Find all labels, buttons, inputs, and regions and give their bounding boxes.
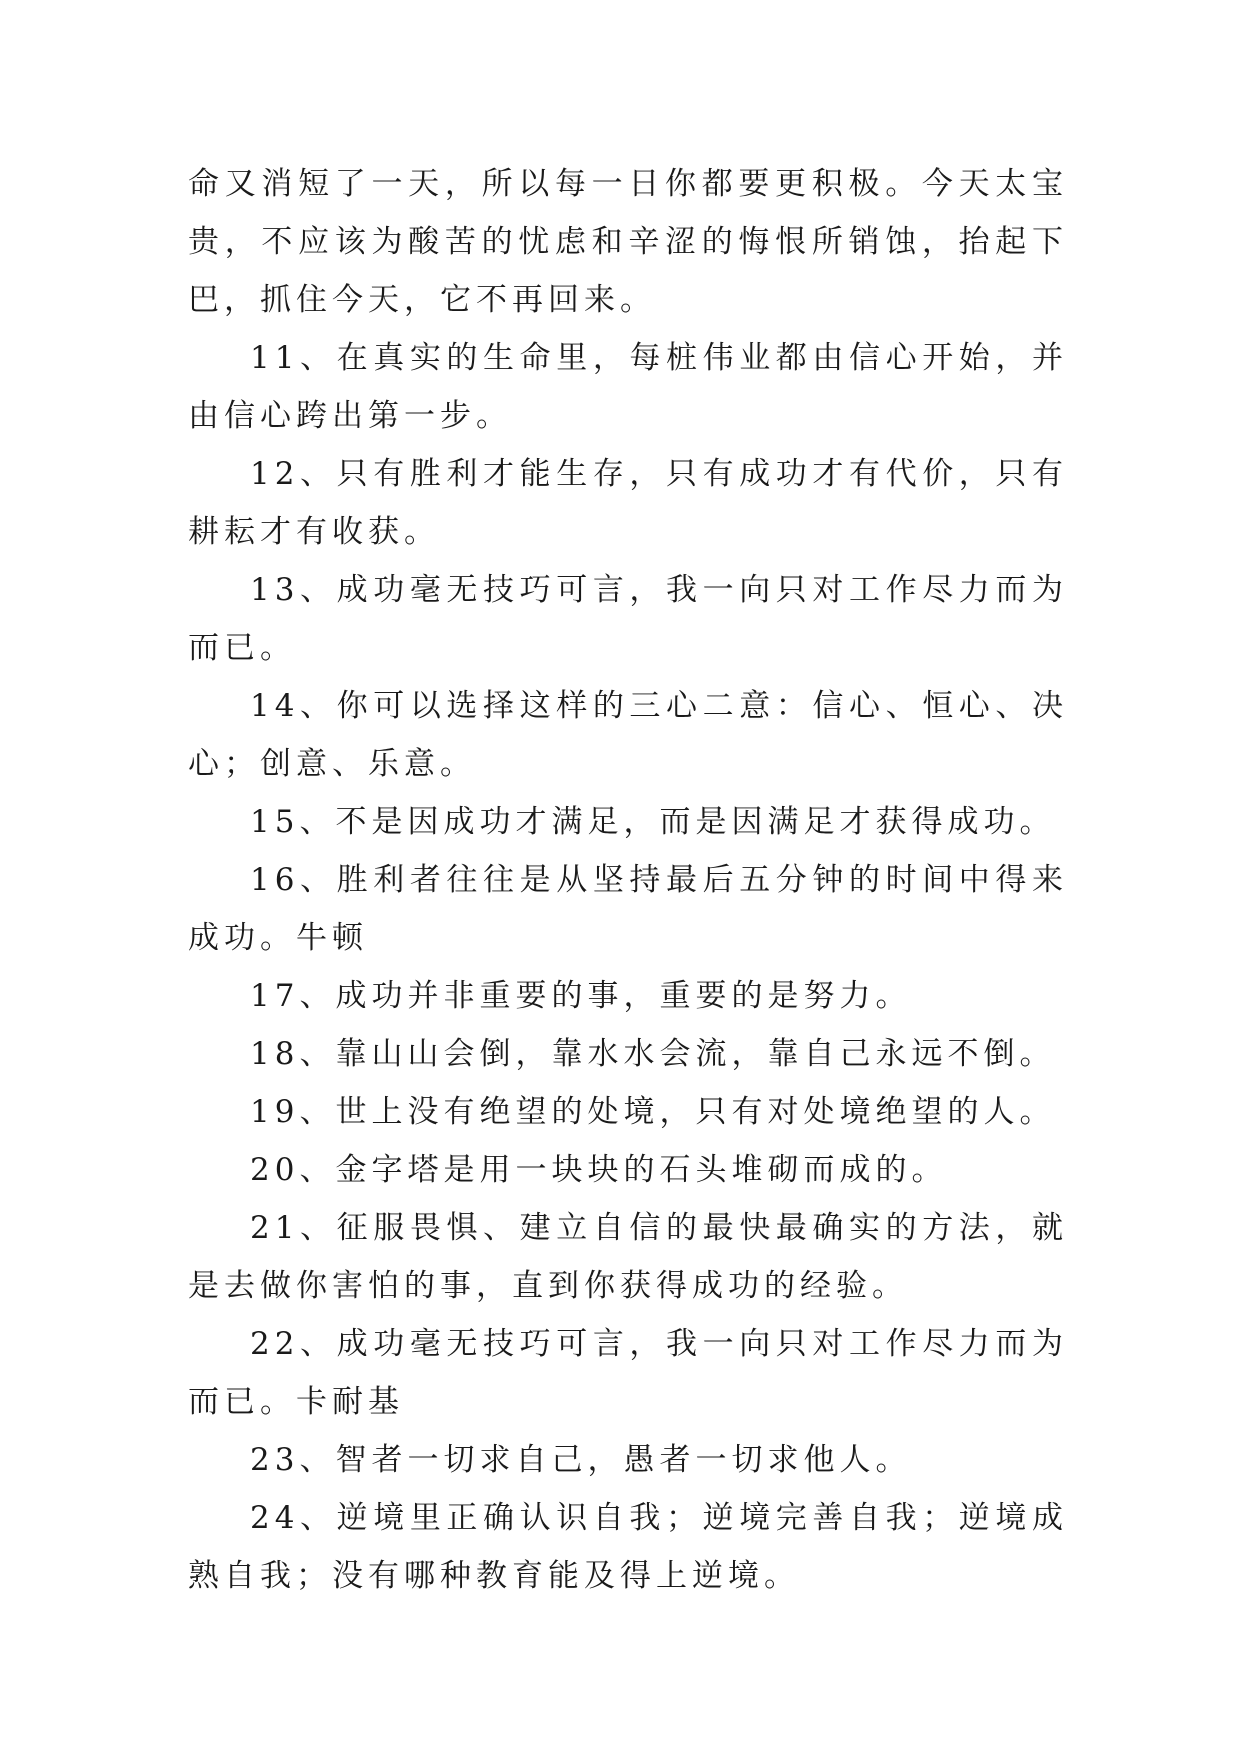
paragraph-24: 24、逆境里正确认识自我；逆境完善自我；逆境成熟自我；没有哪种教育能及得上逆境。 (188, 1500, 1068, 1594)
document-body (188, 155, 1068, 1605)
paragraph-17: 17、成功并非重要的事，重要的是努力。 (250, 978, 912, 1014)
paragraph-14: 14、你可以选择这样的三心二意：信心、恒心、决心；创意、乐意。 (188, 688, 1068, 782)
paragraph-12: 12、只有胜利才能生存，只有成功才有代价，只有耕耘才有收获。 (188, 456, 1068, 550)
paragraph-22: 22、成功毫无技巧可言，我一向只对工作尽力而为而已。卡耐基 (188, 1326, 1068, 1420)
paragraph-11: 11、在真实的生命里，每桩伟业都由信心开始，并由信心跨出第一步。 (188, 340, 1068, 434)
paragraph-continued: 命又消短了一天，所以每一日你都要更积极。今天太宝贵，不应该为酸苦的忧虑和辛涩的悔恨所销蚀，抬起下巴，抓住今天，它不再回来。 (188, 166, 1068, 318)
paragraph-20: 20、金字塔是用一块块的石头堆砌而成的。 (250, 1152, 948, 1188)
paragraph-19: 19、世上没有绝望的处境，只有对处境绝望的人。 (250, 1094, 1056, 1130)
paragraph-18: 18、靠山山会倒，靠水水会流，靠自己永远不倒。 (250, 1036, 1056, 1072)
paragraph-16: 16、胜利者往往是从坚持最后五分钟的时间中得来成功。牛顿 (188, 862, 1068, 956)
paragraph-23: 23、智者一切求自己，愚者一切求他人。 (250, 1442, 912, 1478)
paragraph-21: 21、征服畏惧、建立自信的最快最确实的方法，就是去做你害怕的事，直到你获得成功的经验。 (188, 1210, 1068, 1304)
paragraph-15: 15、不是因成功才满足，而是因满足才获得成功。 (250, 804, 1056, 840)
paragraph-13: 13、成功毫无技巧可言，我一向只对工作尽力而为而已。 (188, 572, 1068, 666)
